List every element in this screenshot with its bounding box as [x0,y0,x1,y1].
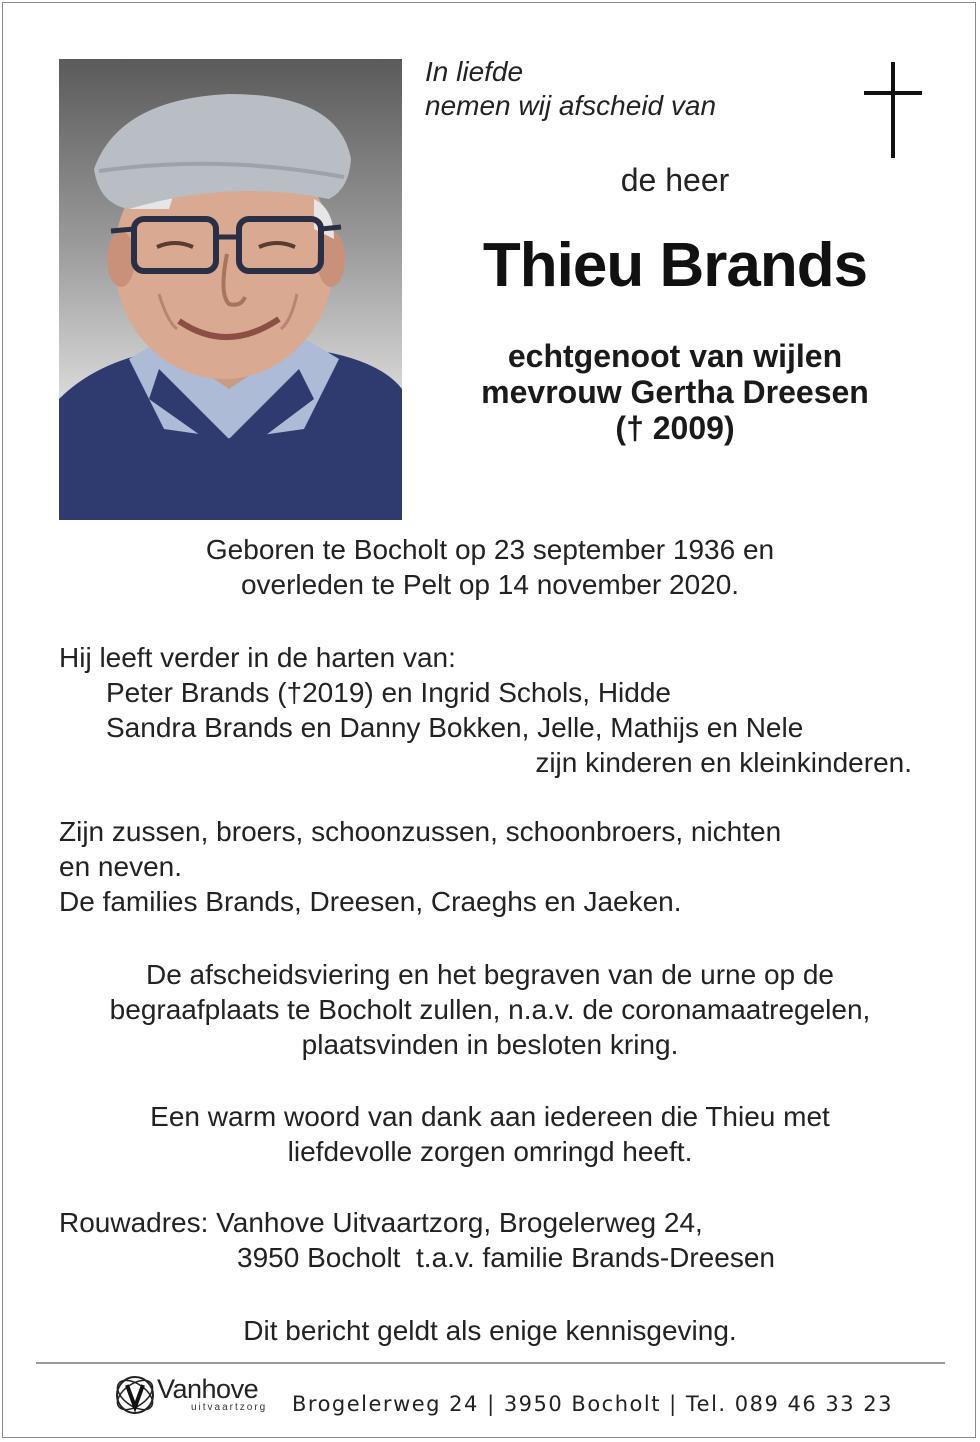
family-line: De families Brands, Dreesen, Craeghs en Jaeken. [59,886,682,917]
survivor-line: Peter Brands (†2019) en Ingrid Schols, Hidde [106,677,671,708]
survivor-line: Sandra Brands en Danny Bokken, Jelle, Mathijs en Nele [106,712,804,743]
intro-line-1: In liefde [425,56,524,87]
thanks-line: liefdevolle zorgen omringd heeft. [287,1136,693,1167]
spouse-line-3: († 2009) [615,410,735,446]
logo-name: Vanhove [157,1374,259,1404]
spouse-info [425,338,925,446]
intro-line-2: nemen wij afscheid van [425,90,717,121]
thanks-section [40,1099,940,1169]
ceremony-line: De afscheidsviering en het begraven van de urne op de [145,959,835,990]
portrait-photo [59,59,402,520]
survivors-section [59,640,939,780]
death-line: overleden te Pelt op 14 november 2020. [240,569,740,600]
family-section [59,814,939,919]
spouse-line-2: mevrouw Gertha Dreesen [481,374,869,410]
family-line: Zijn zussen, broers, schoonzussen, schoonbroers, nichten [59,816,782,847]
footer-contact: Brogelerweg 24 | 3950 Bocholt | Tel. 089 46 33 23 [292,1392,894,1416]
deceased-name: Thieu Brands [482,231,868,300]
birth-line: Geboren te Bocholt op 23 september 1936 en [205,534,775,565]
ceremony-section [40,957,940,1062]
intro-text [425,55,716,123]
spouse-line-1: echtgenoot van wijlen [507,338,843,374]
cross-icon [864,62,922,158]
family-line: en neven. [59,851,182,882]
condolence-address [59,1205,939,1275]
notice-text: Dit bericht geldt als enige kennisgeving. [243,1315,737,1346]
ceremony-line: begraafplaats te Bocholt zullen, n.a.v. de coronamaatregelen, [109,994,871,1025]
address-line-1: Rouwadres: Vanhove Uitvaartzorg, Brogelerweg 24, [59,1207,703,1238]
honorific: de heer [620,162,730,198]
birth-death-info [40,532,940,602]
address-line-2: 3950 Bocholt t.a.v. familie Brands-Dreesen [237,1242,775,1273]
logo-subtitle: uitvaartzorg [191,1402,268,1413]
survivor-relation: zijn kinderen en kleinkinderen. [535,747,912,778]
thanks-line: Een warm woord van dank aan iedereen die Thieu met [150,1101,830,1132]
footer-divider [36,1362,945,1364]
ceremony-line: plaatsvinden in besloten kring. [301,1029,679,1060]
vanhove-logo [113,1373,283,1417]
portrait-illustration [59,59,402,520]
survivors-heading: Hij leeft verder in de harten van: [59,642,456,673]
logo-emblem-icon [113,1373,159,1417]
